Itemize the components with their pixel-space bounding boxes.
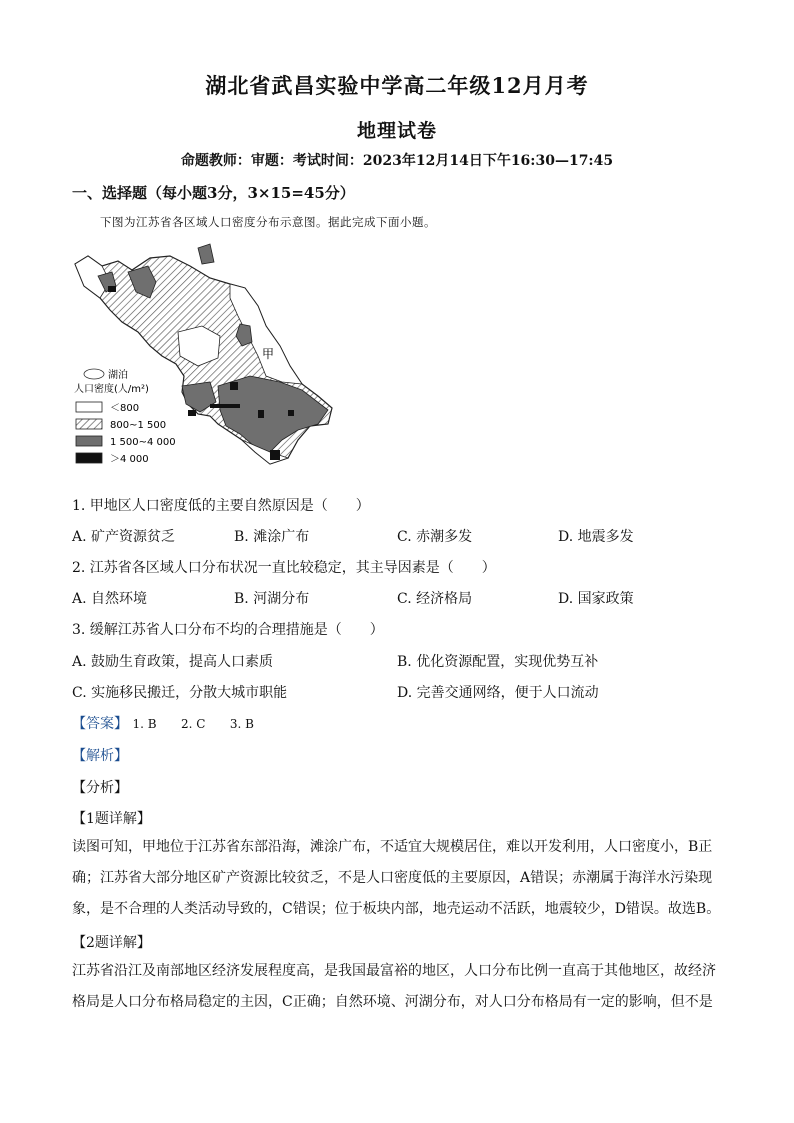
exam-meta: 命题教师：审题：考试时间：2023年12月14日下午16:30—17:45 bbox=[180, 153, 614, 169]
q1-option-d: D. 地震多发 bbox=[558, 529, 634, 545]
answer-line bbox=[72, 713, 254, 733]
dense-spot-4 bbox=[258, 410, 264, 418]
legend-swatch-3 bbox=[76, 436, 102, 446]
map-label-jia: 甲 bbox=[262, 347, 275, 361]
legend-swatch-1 bbox=[76, 402, 102, 412]
map-legend bbox=[74, 368, 176, 465]
fenxi-tag: 【分析】 bbox=[72, 780, 128, 796]
q2-option-d: D. 国家政策 bbox=[558, 591, 634, 607]
q2-option-a: A. 自然环境 bbox=[72, 591, 148, 607]
q1-detail-line-3: 象，是不合理的人类活动导致的，C错误；位于板块内部，地壳运动不活跃，地震较少，D错误。故选B。 bbox=[72, 901, 721, 917]
q1-detail-text bbox=[72, 832, 722, 925]
legend-swatch-4 bbox=[76, 453, 102, 463]
q2-option-c: C. 经济格局 bbox=[397, 591, 473, 607]
question-3-stem: 3. 缓解江苏省人口分布不均的合理措施是（ ） bbox=[72, 622, 384, 638]
q1-detail-line-1: 读图可知，甲地位于江苏省东部沿海，滩涂广布，不适宜大规模居住，难以开发利用，人口密度小，B正 bbox=[72, 839, 713, 855]
region-medium-west bbox=[198, 244, 214, 264]
answer-3: 3. B bbox=[229, 717, 254, 731]
q3-option-b: B. 优化资源配置，实现优势互补 bbox=[397, 654, 599, 670]
q1-detail-line-2: 确；江苏省大部分地区矿产资源比较贫乏，不是人口密度低的主要原因，A错误；赤潮属于海洋水污染现 bbox=[72, 870, 713, 886]
q2-detail-line-1: 江苏省沿江及南部地区经济发展程度高，是我国最富裕的地区，人口分布比例一直高于其他地区，故经济 bbox=[72, 963, 716, 979]
q1-option-c: C. 赤潮多发 bbox=[397, 529, 473, 545]
population-density-map bbox=[70, 226, 360, 476]
legend-density-title: 人口密度(人/m²) bbox=[74, 384, 149, 395]
lake-symbol bbox=[84, 369, 104, 379]
q1-option-a: A. 矿产资源贫乏 bbox=[72, 529, 176, 545]
legend-item-4: ＞4 000 bbox=[110, 454, 149, 465]
q2-detail-line-2: 格局是人口分布格局稳定的主因，C正确；自然环境、河湖分布，对人口分布格局有一定的影响，但不是 bbox=[72, 994, 713, 1010]
q2-detail-tag: 【2题详解】 bbox=[72, 935, 151, 951]
q3-option-c: C. 实施移民搬迁，分散大城市职能 bbox=[72, 685, 288, 701]
question-1-stem: 1. 甲地区人口密度低的主要自然原因是（ ） bbox=[72, 498, 370, 514]
q1-option-b: B. 滩涂广布 bbox=[234, 529, 310, 545]
dense-spot-3 bbox=[230, 382, 238, 390]
analysis-tag: 【解析】 bbox=[72, 748, 128, 764]
q1-detail-tag: 【1题详解】 bbox=[72, 811, 151, 827]
question-2-stem: 2. 江苏省各区域人口分布状况一直比较稳定，其主导因素是（ ） bbox=[72, 560, 496, 576]
dense-spot-6 bbox=[288, 410, 294, 416]
dense-spot-5 bbox=[270, 450, 280, 460]
dense-spot-2 bbox=[210, 404, 240, 408]
legend-item-2: 800~1 500 bbox=[110, 420, 167, 431]
q2-option-b: B. 河湖分布 bbox=[234, 591, 310, 607]
q3-option-d: D. 完善交通网络，便于人口流动 bbox=[397, 685, 599, 701]
q3-option-a: A. 鼓励生育政策，提高人口素质 bbox=[72, 654, 274, 670]
q2-detail-text bbox=[72, 956, 722, 1018]
legend-swatch-2 bbox=[76, 419, 102, 429]
dense-spot-7 bbox=[188, 410, 196, 416]
subject-title: 地理试卷 bbox=[356, 120, 437, 142]
legend-item-1: ＜800 bbox=[110, 403, 140, 414]
answer-2: 2. C bbox=[181, 717, 206, 731]
answer-tag: 【答案】 bbox=[72, 716, 128, 732]
legend-lake-label: 湖泊 bbox=[108, 370, 128, 381]
dense-spot-1 bbox=[108, 286, 116, 292]
answer-1: 1. B bbox=[132, 717, 157, 731]
legend-item-3: 1 500~4 000 bbox=[110, 437, 176, 448]
section-intro: 下图为江苏省各区域人口密度分布示意图。据此完成下面小题。 bbox=[100, 215, 436, 229]
exam-title: 湖北省武昌实验中学高二年级12月月考 bbox=[205, 73, 589, 98]
section-heading: 一、选择题（每小题3分，3×15=45分） bbox=[72, 184, 355, 202]
